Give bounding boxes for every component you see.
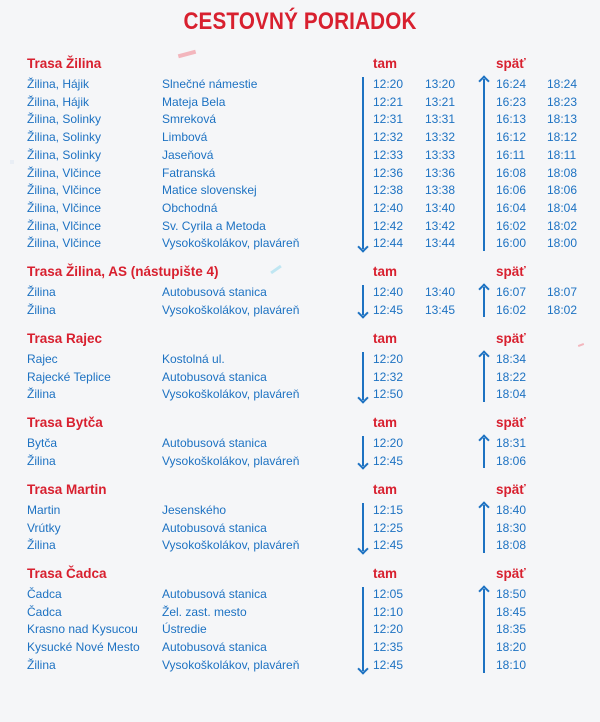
spat-time: 18:07 — [547, 285, 578, 299]
tam-time: 13:32 — [425, 130, 456, 145]
spat-time: 18:12 — [547, 130, 578, 145]
stop-name: Matice slovenskej — [162, 183, 257, 198]
tam-time: 12:20 — [373, 436, 404, 450]
route-header — [0, 264, 600, 282]
from-location: Vrútky — [27, 520, 61, 535]
stop-name: Vysokoškolákov, plaváreň — [162, 657, 300, 672]
from-location: Rajecké Teplice — [27, 369, 111, 384]
from-location: Rajec — [27, 352, 58, 366]
spat-time: 18:10 — [496, 657, 527, 672]
timetable-row — [0, 302, 600, 319]
tam-time: 12:35 — [373, 640, 404, 655]
timetable-row — [0, 235, 600, 252]
spat-time: 18:11 — [547, 147, 577, 162]
timetable-row — [0, 657, 600, 674]
page-title: CESTOVNÝ PORIADOK — [183, 8, 417, 35]
tam-time: 12:10 — [373, 604, 404, 619]
spat-time: 18:40 — [496, 503, 527, 517]
tam-time: 12:44 — [373, 236, 404, 251]
spat-time: 18:06 — [496, 453, 527, 468]
spat-time: 18:35 — [496, 622, 527, 637]
spat-time: 18:08 — [547, 165, 578, 180]
stop-name: Sv. Cyrila a Metoda — [162, 218, 266, 233]
stop-name: Vysokoškolákov, plaváreň — [162, 538, 300, 553]
route-header — [0, 482, 600, 500]
spat-time: 16:02 — [496, 302, 527, 317]
from-location: Žilina, Hájik — [27, 77, 90, 91]
spat-label: späť — [496, 566, 526, 581]
spat-time: 18:45 — [496, 604, 527, 619]
from-location: Bytča — [27, 436, 58, 450]
spat-time: 16:00 — [496, 236, 527, 251]
timetable-row — [0, 200, 600, 217]
from-location: Martin — [27, 503, 61, 517]
stop-name: Autobusová stanica — [162, 285, 267, 299]
tam-time: 13:40 — [425, 285, 456, 299]
spat-label: späť — [496, 482, 526, 497]
stop-name: Ústredie — [162, 622, 207, 637]
spat-time: 16:24 — [496, 77, 527, 91]
spat-time: 16:12 — [496, 130, 527, 145]
spat-time: 18:24 — [547, 77, 578, 91]
tam-time: 12:32 — [373, 369, 404, 384]
stop-name: Autobusová stanica — [162, 587, 267, 601]
route-section — [0, 482, 600, 555]
arrow-down-icon — [359, 587, 367, 673]
from-location: Žilina — [27, 285, 56, 299]
spat-time: 18:31 — [496, 436, 527, 450]
tam-time: 12:20 — [373, 352, 404, 366]
from-location: Žilina — [27, 538, 56, 553]
timetable-row — [0, 435, 600, 452]
route-header — [0, 331, 600, 349]
spat-time: 16:07 — [496, 285, 527, 299]
route-section — [0, 331, 600, 404]
tam-time: 12:38 — [373, 183, 404, 198]
from-location: Žilina — [27, 657, 56, 672]
route-title: Trasa Žilina — [27, 56, 102, 71]
stop-name: Smreková — [162, 112, 217, 127]
spat-time: 18:02 — [547, 302, 578, 317]
arrow-down-icon — [359, 352, 367, 402]
from-location: Žilina — [27, 453, 56, 468]
timetable-row — [0, 165, 600, 182]
stop-name: Autobusová stanica — [162, 520, 267, 535]
spat-time: 18:00 — [547, 236, 578, 251]
from-location: Kysucké Nové Mesto — [27, 640, 140, 655]
spat-time: 18:04 — [496, 387, 527, 402]
tam-time: 12:20 — [373, 77, 404, 91]
timetable-row — [0, 111, 600, 128]
tam-time: 13:33 — [425, 147, 456, 162]
tam-time: 12:15 — [373, 503, 404, 517]
from-location: Žilina, Vlčince — [27, 236, 102, 251]
arrow-down-icon — [359, 436, 367, 468]
timetable-row — [0, 537, 600, 554]
tam-time: 13:40 — [425, 200, 456, 215]
timetable-row — [0, 284, 600, 301]
tam-label: tam — [373, 56, 398, 71]
tam-time: 12:42 — [373, 218, 404, 233]
timetable-row — [0, 621, 600, 638]
tam-time: 12:25 — [373, 520, 404, 535]
tam-time: 13:44 — [425, 236, 456, 251]
stop-name: Kostolná ul. — [162, 352, 225, 366]
arrow-up-icon — [480, 503, 488, 553]
stop-name: Autobusová stanica — [162, 369, 267, 384]
stop-name: Autobusová stanica — [162, 640, 267, 655]
spat-label: späť — [496, 264, 526, 279]
route-section — [0, 415, 600, 470]
spat-time: 18:20 — [496, 640, 527, 655]
spat-time: 18:06 — [547, 183, 578, 198]
tam-time: 12:36 — [373, 165, 404, 180]
spat-time: 16:02 — [496, 218, 527, 233]
tam-time: 12:33 — [373, 147, 404, 162]
from-location: Žilina — [27, 387, 56, 402]
spat-time: 16:04 — [496, 200, 527, 215]
tam-time: 13:31 — [425, 112, 456, 127]
timetable-row — [0, 182, 600, 199]
tam-time: 12:05 — [373, 587, 404, 601]
stop-name: Autobusová stanica — [162, 436, 267, 450]
route-title: Trasa Rajec — [27, 331, 103, 346]
timetable-row — [0, 520, 600, 537]
tam-time: 13:21 — [425, 94, 456, 109]
arrow-up-icon — [480, 587, 488, 673]
stop-name: Vysokoškolákov, plaváreň — [162, 302, 300, 317]
from-location: Žilina, Vlčince — [27, 200, 102, 215]
route-section — [0, 264, 600, 319]
spat-time: 18:34 — [496, 352, 527, 366]
spat-time: 16:23 — [496, 94, 527, 109]
from-location: Žilina — [27, 302, 56, 317]
stop-name: Jaseňová — [162, 147, 214, 162]
tam-time: 13:36 — [425, 165, 456, 180]
stop-name: Limbová — [162, 130, 208, 145]
spat-time: 16:08 — [496, 165, 527, 180]
spat-time: 16:13 — [496, 112, 527, 127]
timetable-row — [0, 369, 600, 386]
spat-label: späť — [496, 56, 526, 71]
route-title: Trasa Bytča — [27, 415, 103, 430]
timetable-row — [0, 604, 600, 621]
spat-time: 16:06 — [496, 183, 527, 198]
tam-time: 13:20 — [425, 77, 456, 91]
tam-time: 12:21 — [373, 94, 404, 109]
timetable-row — [0, 94, 600, 111]
tam-time: 12:45 — [373, 657, 404, 672]
from-location: Žilina, Solinky — [27, 147, 102, 162]
timetable-row — [0, 639, 600, 656]
from-location: Žilina, Vlčince — [27, 165, 102, 180]
tam-time: 12:45 — [373, 453, 404, 468]
route-title: Trasa Čadca — [27, 566, 107, 581]
arrow-down-icon — [359, 77, 367, 251]
tam-time: 13:38 — [425, 183, 456, 198]
spat-time: 18:50 — [496, 587, 527, 601]
stop-name: Obchodná — [162, 200, 218, 215]
tam-time: 13:42 — [425, 218, 456, 233]
tam-time: 12:50 — [373, 387, 404, 402]
timetable-row — [0, 586, 600, 603]
tam-label: tam — [373, 264, 398, 279]
spat-time: 18:22 — [496, 369, 527, 384]
route-title: Trasa Žilina, AS (nástupište 4) — [27, 264, 219, 279]
stop-name: Slnečné námestie — [162, 77, 258, 91]
spat-time: 18:08 — [496, 538, 527, 553]
spat-time: 16:11 — [496, 147, 526, 162]
stop-name: Jesenského — [162, 503, 227, 517]
timetable-row — [0, 129, 600, 146]
tam-time: 12:45 — [373, 302, 404, 317]
route-section — [0, 56, 600, 253]
stop-name: Mateja Bela — [162, 94, 226, 109]
arrow-down-icon — [359, 503, 367, 553]
spat-time: 18:30 — [496, 520, 527, 535]
arrow-up-icon — [480, 436, 488, 468]
stop-name: Vysokoškolákov, plaváreň — [162, 236, 300, 251]
spat-time: 18:23 — [547, 94, 578, 109]
spat-time: 18:02 — [547, 218, 578, 233]
route-header — [0, 415, 600, 433]
tam-time: 12:32 — [373, 130, 404, 145]
timetable-row — [0, 502, 600, 519]
tam-time: 12:40 — [373, 285, 404, 299]
timetable-row — [0, 76, 600, 93]
from-location: Žilina, Vlčince — [27, 218, 102, 233]
from-location: Žilina, Solinky — [27, 130, 102, 145]
route-section — [0, 566, 600, 675]
timetable-row — [0, 453, 600, 470]
tam-time: 12:45 — [373, 538, 404, 553]
timetable-row — [0, 147, 600, 164]
timetable-row — [0, 386, 600, 403]
arrow-up-icon — [480, 352, 488, 402]
route-title: Trasa Martin — [27, 482, 107, 497]
stop-name: Fatranská — [162, 165, 216, 180]
spat-label: späť — [496, 331, 526, 346]
tam-label: tam — [373, 566, 398, 581]
tam-label: tam — [373, 331, 398, 346]
from-location: Žilina, Vlčince — [27, 183, 102, 198]
timetable-row — [0, 351, 600, 368]
arrow-up-icon — [480, 77, 488, 251]
arrow-down-icon — [359, 285, 367, 317]
spat-time: 18:13 — [547, 112, 578, 127]
from-location: Čadca — [27, 604, 62, 619]
from-location: Krasno nad Kysucou — [27, 622, 138, 637]
stop-name: Vysokoškolákov, plaváreň — [162, 453, 300, 468]
tam-time: 12:40 — [373, 200, 404, 215]
route-header — [0, 566, 600, 584]
tam-time: 13:45 — [425, 302, 456, 317]
spat-label: späť — [496, 415, 526, 430]
stop-name: Vysokoškolákov, plaváreň — [162, 387, 300, 402]
timetable-row — [0, 218, 600, 235]
tam-time: 12:31 — [373, 112, 404, 127]
tam-label: tam — [373, 482, 398, 497]
route-header — [0, 56, 600, 74]
from-location: Žilina, Hájik — [27, 94, 90, 109]
tam-label: tam — [373, 415, 398, 430]
from-location: Žilina, Solinky — [27, 112, 102, 127]
arrow-up-icon — [480, 285, 488, 317]
from-location: Čadca — [27, 587, 62, 601]
tam-time: 12:20 — [373, 622, 404, 637]
spat-time: 18:04 — [547, 200, 578, 215]
stop-name: Žel. zast. mesto — [162, 604, 247, 619]
